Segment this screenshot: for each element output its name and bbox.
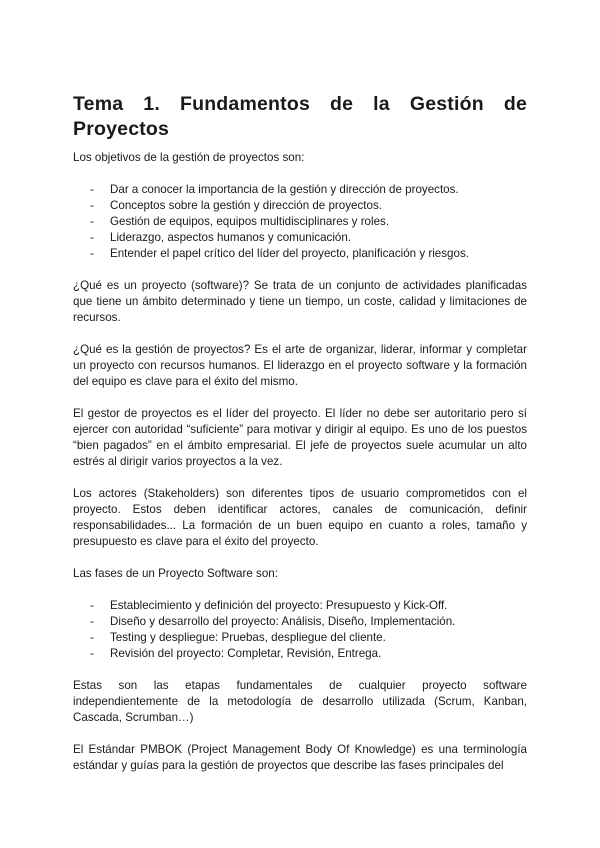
page-title: Tema 1. Fundamentos de la Gestión de Proyectos (73, 93, 527, 140)
paragraph-gestion: ¿Qué es la gestión de proyectos? Es el arte de organizar, liderar, informar y completar un proyecto con recursos humanos. El liderazgo en el proyecto software y la formación del equipo es clave para el éxito del mismo. (73, 343, 527, 388)
list-item (73, 230, 527, 246)
list-item-text: Entender el papel crítico del líder del proyecto, planificación y riesgos. (110, 247, 469, 260)
document-page (73, 92, 527, 774)
list-item (73, 214, 527, 230)
phases-list (73, 598, 527, 662)
paragraph-pmbok: El Estándar PMBOK (Project Management Body Of Knowledge) es una terminología estándar y guías para la gestión de proyectos que describe las fases principales del (73, 743, 527, 772)
list-item (73, 198, 527, 214)
list-item-text: Liderazgo, aspectos humanos y comunicación. (110, 231, 352, 244)
list-item-text: Revisión del proyecto: Completar, Revisión, Entrega. (110, 647, 382, 660)
list-item-text: Conceptos sobre la gestión y dirección de proyectos. (110, 199, 382, 212)
bullet-dash: - (90, 247, 94, 260)
list-item-text: Gestión de equipos, equipos multidisciplinares y roles. (110, 215, 390, 228)
objectives-intro: Los objetivos de la gestión de proyectos son: (73, 151, 305, 164)
list-item (73, 598, 527, 614)
bullet-dash: - (90, 631, 94, 644)
paragraph-gestor: El gestor de proyectos es el líder del proyecto. El líder no debe ser autoritario pero sí ejercer con autoridad “suficiente” para motivar y dirigir al equipo. Es uno de los puestos “bien pagados” en el ámbito empresarial. El jefe de proyectos suele acumular un alto estrés al dirigir varios proyectos a la vez. (73, 407, 527, 468)
list-item-text: Testing y despliegue: Pruebas, despliegue del cliente. (110, 631, 386, 644)
bullet-dash: - (90, 599, 94, 612)
list-item-text: Dar a conocer la importancia de la gestión y dirección de proyectos. (110, 183, 459, 196)
objectives-list (73, 182, 527, 262)
paragraph-etapas: Estas son las etapas fundamentales de cualquier proyecto software independientemente de la metodología de desarrollo utilizada (Scrum, Kanban, Cascada, Scrumban…) (73, 679, 527, 724)
list-item (73, 614, 527, 630)
paragraph-proyecto: ¿Qué es un proyecto (software)? Se trata de un conjunto de actividades planificadas que tiene un ámbito determinado y tiene un tiempo, un coste, calidad y limitaciones de recursos. (73, 279, 527, 324)
list-item (73, 246, 527, 262)
bullet-dash: - (90, 647, 94, 660)
list-item (73, 646, 527, 662)
list-item (73, 182, 527, 198)
list-item (73, 630, 527, 646)
list-item-text: Establecimiento y definición del proyecto: Presupuesto y Kick-Off. (110, 599, 448, 612)
bullet-dash: - (90, 183, 94, 196)
list-item-text: Diseño y desarrollo del proyecto: Análisis, Diseño, Implementación. (110, 615, 456, 628)
bullet-dash: - (90, 199, 94, 212)
bullet-dash: - (90, 215, 94, 228)
paragraph-actores: Los actores (Stakeholders) son diferentes tipos de usuario comprometidos con el proyecto. Estos deben identificar actores, canales de comunicación, definir responsabilidades... La formación de un buen equipo en cuanto a roles, tamaño y presupuesto es clave para el éxito del proyecto. (73, 487, 527, 548)
bullet-dash: - (90, 615, 94, 628)
bullet-dash: - (90, 231, 94, 244)
phases-intro: Las fases de un Proyecto Software son: (73, 567, 278, 580)
